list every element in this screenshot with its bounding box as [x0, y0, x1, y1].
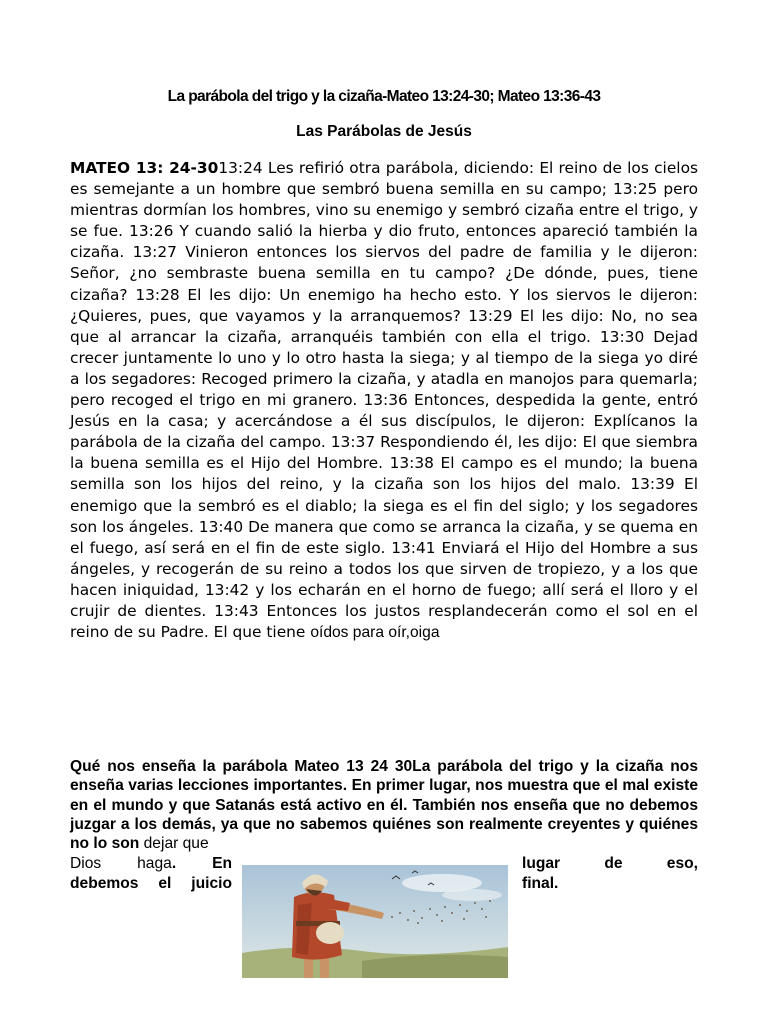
page-title: La parábola del trigo y la cizaña-Mateo 13:24-30; Mateo 13:36-43 [167, 88, 601, 105]
summary-row-1-left-normal: Dios haga [70, 855, 172, 872]
summary-row-2-left: debemos el juicio [70, 875, 232, 892]
summary-row-1-left [70, 854, 232, 873]
sower-illustration-icon [242, 865, 508, 978]
summary-row-2-right: final. [522, 875, 559, 892]
summary-paragraph [70, 757, 698, 853]
scripture-reference: MATEO 13: 24-30 [70, 159, 219, 177]
summary-normal-text: dejar que [139, 835, 209, 853]
summary-row-1-right: lugar de eso, [522, 855, 698, 872]
scripture-passage [70, 158, 698, 643]
scripture-text: 13:24 Les refirió otra parábola, diciendo: El reino de los cielos es semejante a un hombre que sembró buena semilla en su campo; 13:25 pero mientras dormían los hombres, vino su enemigo y sembró cizaña entre el trigo, y se fue. 13:26 Y cuando salió la hierba y dio fruto, entonces apareció también la cizaña. 13:27 Vinieron entonces los siervos del padre de familia y le dijeron: Señor, ¿no sembraste buena semilla en tu campo? ¿De dónde, pues, tiene cizaña? 13:28 El les dijo: Un enemigo ha hecho esto. Y los siervos le dijeron: ¿Quieres, pues, que vayamos y la arranquemos? 13:29 El les dijo: No, no sea que al arrancar la cizaña, arranquéis también con ella el trigo. 13:30 Dejad crecer juntamente lo uno y lo otro hasta la siega; y al tiempo de la siega yo diré a los segadores: Recoged primero la cizaña, y atadla en manojos para quemarla; pero recoged el trigo en mi granero. 13:36 Entonces, despedida la gente, entró Jesús en la casa; y acercándose a él sus discípulos, le dijeron: Explícanos la parábola de la cizaña del campo. 13:37 Respondiendo él, les dijo: El que siembra la buena semilla es el Hijo del Hombre. 13:38 El campo es el mundo; la buena semilla son los hijos del reino, y la cizaña son los hijos del malo. 13:39 El enemigo que la sembró es el diablo; la siega es el fin del siglo; y los segadores son los ángeles. 13:40 De manera que como se arranca la cizaña, y se quema en el fuego, así será en el fin de este siglo. 13:41 Enviará el Hijo del Hombre a sus ángeles, y recogerán de su reino a todos los que sirven de tropiezo, y a los que hacen iniquidad, 13:42 y los echarán en el horno de fuego; allí será el lloro y el crujir de dientes. 13:43 Entonces los justos resplandecerán como el sol en el reino de su Padre. El que tiene [70, 159, 699, 642]
page-subtitle: Las Parábolas de Jesús [296, 123, 472, 140]
summary-row-1-left-bold: . En [171, 855, 232, 872]
summary-bold-text: Qué nos enseña la parábola Mateo 13 24 30La parábola del trigo y la cizaña nos enseña varias lecciones importantes. En primer lugar, nos muestra que el mal existe en el mundo y que Satanás está activo en él. También nos enseña que no debemos juzgar a los demás, ya que no sabemos quiénes son realmente creyentes y quiénes no lo son [70, 758, 698, 853]
scripture-last-line: oídos para oír,oiga [310, 624, 440, 642]
